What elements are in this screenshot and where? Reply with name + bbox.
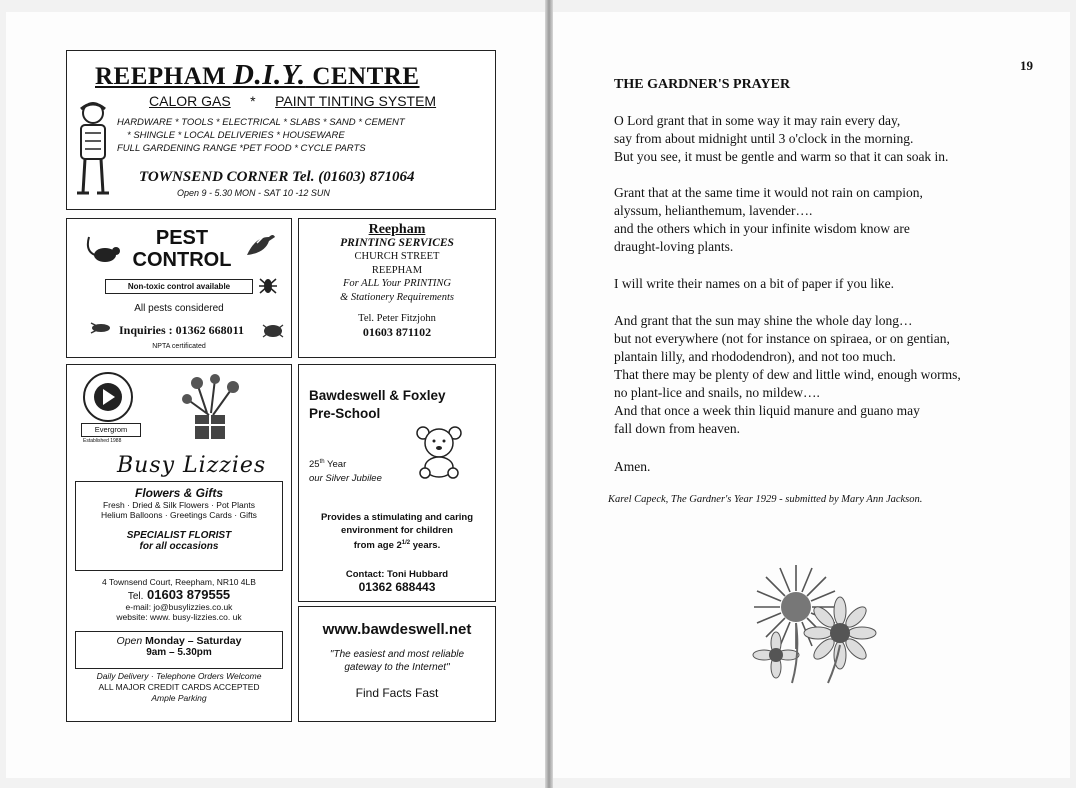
rat-icon bbox=[83, 233, 123, 267]
busy-lizzies-ad bbox=[66, 364, 292, 722]
flowers-gifts-heading: Flowers & Gifts bbox=[134, 486, 223, 500]
diy-products-line-2: * SHINGLE * LOCAL DELIVERIES * HOUSEWARE bbox=[127, 130, 345, 141]
diy-centre-ad bbox=[66, 50, 496, 210]
prayer-line: fall down from heaven. bbox=[614, 421, 740, 436]
preschool-ad bbox=[298, 364, 496, 602]
prayer-amen: Amen. bbox=[614, 459, 651, 474]
prayer-title: THE GARDNER'S PRAYER bbox=[614, 77, 791, 92]
diy-subtitle: CALOR GAS * PAINT TINTING SYSTEM bbox=[149, 93, 437, 109]
diy-opening-hours: Open 9 - 5.30 MON - SAT 10 -12 SUN bbox=[177, 188, 330, 198]
printing-name: Reepham bbox=[368, 222, 426, 237]
prayer-line: plantain lilly, and rhododendron), and not too much. bbox=[614, 349, 896, 364]
established-text: Established 1988 bbox=[83, 438, 122, 444]
diy-title: REEPHAM D.I.Y. CENTRE bbox=[95, 59, 420, 91]
daisy-flowers-icon bbox=[740, 555, 890, 685]
prayer-line: And that once a week thin liquid manure and guano may bbox=[614, 403, 920, 418]
busy-address: 4 Townsend Court, Reepham, NR10 4LB bbox=[102, 577, 256, 587]
wasp-icon bbox=[85, 319, 115, 335]
reepham-printing-ad bbox=[298, 218, 496, 358]
web-url: www.bawdeswell.net bbox=[322, 621, 472, 638]
prayer-line: and the others which in your infinite wisdom know are bbox=[614, 221, 910, 236]
printing-phone: 01603 871102 bbox=[362, 324, 432, 339]
web-tagline: "The easiest and most reliable gateway to the Internet" bbox=[329, 649, 465, 673]
prayer-line: That there may be plenty of dew and little wind, enough worms, bbox=[614, 367, 961, 382]
prayer-line: but not everywhere (not for instance on spiraea, or on gentian, bbox=[614, 331, 950, 346]
prayer-line: Grant that at the same time it would not rain on campion, bbox=[614, 185, 923, 200]
busy-delivery: Daily Delivery · Telephone Orders Welcome bbox=[96, 671, 262, 681]
all-pests-text: All pests considered bbox=[134, 303, 224, 314]
prayer-line: no plant-lice and snails, no mildew…. bbox=[614, 385, 820, 400]
printing-town: REEPHAM bbox=[371, 264, 423, 276]
prayer-line: draught-loving plants. bbox=[614, 239, 734, 254]
preschool-description: Provides a stimulating and caring environment for children from age $2^{1/2}$ years. bbox=[320, 512, 474, 552]
busy-tel: Tel. 01603 879555 bbox=[127, 587, 231, 602]
non-toxic-label: Non-toxic control available bbox=[105, 279, 253, 294]
printing-services: PRINTING SERVICES bbox=[340, 236, 454, 249]
all-occasions: for all occasions bbox=[139, 541, 219, 552]
insect-icon bbox=[257, 275, 279, 297]
prayer-line: alyssum, helianthemum, lavender…. bbox=[614, 203, 813, 218]
printing-contact: Tel. Peter Fitzjohn bbox=[358, 313, 436, 324]
page-number: 19 bbox=[1020, 58, 1033, 73]
busy-email: e-mail: jo@busylizzies.co.uk bbox=[125, 602, 233, 612]
pest-control-title: PEST CONTROL bbox=[132, 227, 232, 271]
flowers-gifts-panel bbox=[75, 481, 283, 571]
prayer-line: But you see, it must be gentle and warm so that it can soak in. bbox=[614, 149, 949, 164]
diy-address: TOWNSEND CORNER Tel. (01603) 871064 bbox=[139, 169, 415, 185]
printing-tagline-1: For ALL Your PRINTING bbox=[342, 278, 452, 289]
busy-parking: Ample Parking bbox=[151, 693, 207, 703]
busy-cards: ALL MAJOR CREDIT CARDS ACCEPTED bbox=[98, 682, 260, 692]
bird-icon bbox=[243, 229, 277, 261]
prayer-credit: Karel Capeck, The Gardner's Year 1929 - submitted by Mary Ann Jackson. bbox=[608, 494, 923, 505]
teddy-bear-icon bbox=[411, 423, 467, 479]
specialist-florist: SPECIALIST FLORIST bbox=[126, 530, 232, 541]
printing-tagline-2: & Stationery Requirements bbox=[340, 291, 454, 303]
evergrom-badge: Evergrom bbox=[81, 423, 141, 437]
busy-lizzies-name: Busy Lizzies bbox=[117, 453, 267, 478]
npta-certificated: NPTA certificated bbox=[152, 343, 206, 350]
prayer-line: I will write their names on a bit of paper if you like. bbox=[614, 276, 895, 291]
preschool-contact: Contact: Toni Hubbard 01362 688443 bbox=[345, 569, 449, 594]
range-line-2: Helium Balloons · Greetings Cards · Gifts bbox=[101, 510, 257, 520]
range-line-1: Fresh · Dried & Silk Flowers · Pot Plants bbox=[102, 500, 256, 510]
diy-products-line-3: FULL GARDENING RANGE *PET FOOD * CYCLE PARTS bbox=[117, 143, 366, 154]
busy-open-hours: 9am – 5.30pm bbox=[146, 647, 212, 658]
pest-inquiries-phone: Inquiries : 01362 668011 bbox=[119, 323, 245, 337]
preschool-year: 25th Year bbox=[309, 459, 347, 471]
bawdeswell-net-ad bbox=[298, 606, 496, 722]
award-seal-icon bbox=[77, 371, 139, 423]
busy-open-days: Open Monday – Saturday bbox=[116, 635, 242, 647]
printing-street: CHURCH STREET bbox=[354, 251, 440, 262]
busy-opening-panel bbox=[75, 631, 283, 669]
busy-website: website: www. busy-lizzies.co. uk bbox=[116, 612, 242, 622]
beetle-icon bbox=[261, 321, 285, 339]
flower-gift-icon bbox=[177, 373, 247, 443]
web-find-facts: Find Facts Fast bbox=[355, 686, 439, 700]
busy-footer bbox=[67, 671, 291, 704]
book-spine bbox=[545, 0, 553, 788]
preschool-name: Bawdeswell & Foxley Pre-School bbox=[309, 388, 446, 421]
prayer-line: say from about midnight until 3 o'clock in the morning. bbox=[614, 131, 914, 146]
diy-products-line-1: HARDWARE * TOOLS * ELECTRICAL * SLABS * SAND * CEMENT bbox=[117, 117, 405, 128]
busy-contact bbox=[67, 577, 291, 622]
handyman-icon bbox=[73, 99, 113, 199]
prayer-line: And grant that the sun may shine the whole day long… bbox=[614, 313, 913, 328]
prayer-line: O Lord grant that in some way it may rain every day, bbox=[614, 113, 901, 128]
pest-control-ad bbox=[66, 218, 292, 358]
preschool-jubilee: our Silver Jubilee bbox=[309, 473, 382, 484]
